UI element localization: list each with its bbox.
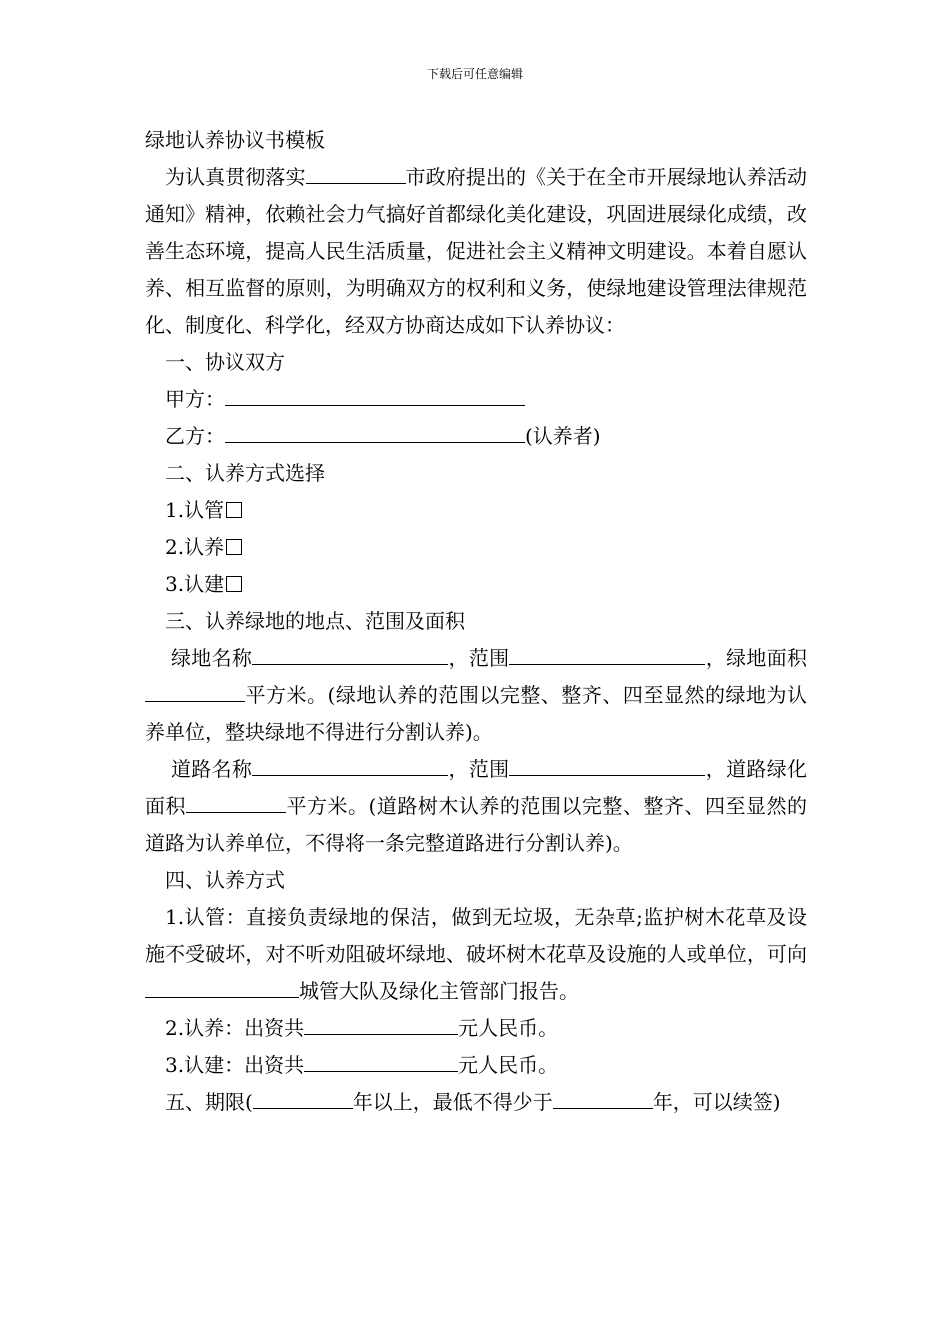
section-4-heading: 四、认养方式: [165, 868, 285, 892]
term-text-3: 年，可以续签): [652, 1090, 781, 1114]
manage-paragraph: [145, 899, 807, 1010]
doc-title: 绿地认养协议书模板: [145, 128, 325, 152]
city-blank[interactable]: [306, 161, 406, 184]
road-name-blank[interactable]: [252, 753, 448, 776]
party-b-suffix: (认养者): [525, 424, 601, 448]
section-3-heading: 三、认养绿地的地点、范围及面积: [165, 609, 465, 633]
adopt-label: 2.认养：出资共: [165, 1016, 305, 1040]
option-build-label: 3.认建: [165, 572, 225, 596]
build-line: [145, 1047, 807, 1084]
option-manage-checkbox[interactable]: [226, 502, 242, 518]
green-tail-text: 平方米。(绿地认养的范围以完整、整齐、四至显然的绿地为认养单位，整块绿地不得进行分割认养)。: [145, 683, 807, 744]
page-header-note: 下载后可任意编辑: [426, 67, 523, 81]
section-1-heading: 一、协议双方: [165, 350, 285, 374]
green-range-label: ，范围: [448, 646, 510, 670]
adopt-unit: 元人民币。: [458, 1016, 559, 1040]
intro-text-1: 为认真贯彻落实: [165, 165, 306, 189]
option-build-checkbox[interactable]: [226, 576, 242, 592]
party-a-line: [145, 381, 807, 418]
road-range-blank[interactable]: [509, 753, 705, 776]
adopt-line: [145, 1010, 807, 1047]
road-area-label: ，道路绿化面积: [145, 757, 808, 818]
option-adopt: [145, 529, 807, 566]
option-adopt-checkbox[interactable]: [226, 539, 242, 555]
option-manage-label: 1.认管: [165, 498, 225, 522]
green-range-blank[interactable]: [509, 642, 705, 665]
min-years-blank[interactable]: [553, 1086, 653, 1109]
party-b-blank[interactable]: [225, 420, 525, 443]
adopt-amount-blank[interactable]: [304, 1012, 458, 1035]
party-a-label: 甲方：: [165, 387, 225, 411]
section-2-heading: 二、认养方式选择: [165, 461, 325, 485]
road-range-label: ，范围: [448, 757, 510, 781]
term-years-blank[interactable]: [253, 1086, 353, 1109]
road-name-label: 道路名称: [171, 757, 253, 781]
term-text-1: 五、期限(: [165, 1090, 253, 1114]
option-manage: [145, 492, 807, 529]
party-b-label: 乙方：: [165, 424, 225, 448]
agreement-document: [145, 122, 807, 1121]
intro-paragraph: [145, 159, 807, 344]
green-name-label: 绿地名称: [171, 646, 253, 670]
report-to-blank[interactable]: [145, 975, 299, 998]
option-build: [145, 566, 807, 603]
party-a-blank[interactable]: [225, 383, 525, 406]
term-text-2: 年以上，最低不得少于: [352, 1090, 553, 1114]
green-area-blank[interactable]: [145, 679, 245, 702]
road-tail-text: 平方米。(道路树木认养的范围以完整、整齐、四至显然的道路为认养单位，不得将一条完整道路进行分割认养)。: [145, 794, 807, 855]
manage-text-1: 1.认管：直接负责绿地的保洁，做到无垃圾，无杂草;监护树木花草及设施不受破坏，对不听劝阻破坏绿地、破坏树木花草及设施的人或单位，可向: [145, 905, 807, 966]
road-paragraph: [145, 751, 807, 862]
section-5-paragraph: [145, 1084, 807, 1121]
manage-text-2: 城管大队及绿化主管部门报告。: [299, 979, 579, 1003]
build-label: 3.认建：出资共: [165, 1053, 305, 1077]
build-amount-blank[interactable]: [304, 1049, 458, 1072]
green-area-label: ，绿地面积: [705, 646, 808, 670]
intro-text-2: 市政府提出的《关于在全市开展绿地认养活动通知》精神，依赖社会力气搞好首都绿化美化建设，巩固进展绿化成绩，改善生态环境，提高人民生活质量，促进社会主义精神文明建设。本着自愿认养、相互监督的原则，为明确双方的权利和义务，使绿地建设管理法律规范化、制度化、科学化，经双方协商达成如下认养协议：: [145, 165, 808, 337]
build-unit: 元人民币。: [458, 1053, 559, 1077]
road-area-blank[interactable]: [186, 790, 286, 813]
green-name-blank[interactable]: [252, 642, 448, 665]
green-space-paragraph: [145, 640, 807, 751]
party-b-line: [145, 418, 807, 455]
option-adopt-label: 2.认养: [165, 535, 225, 559]
